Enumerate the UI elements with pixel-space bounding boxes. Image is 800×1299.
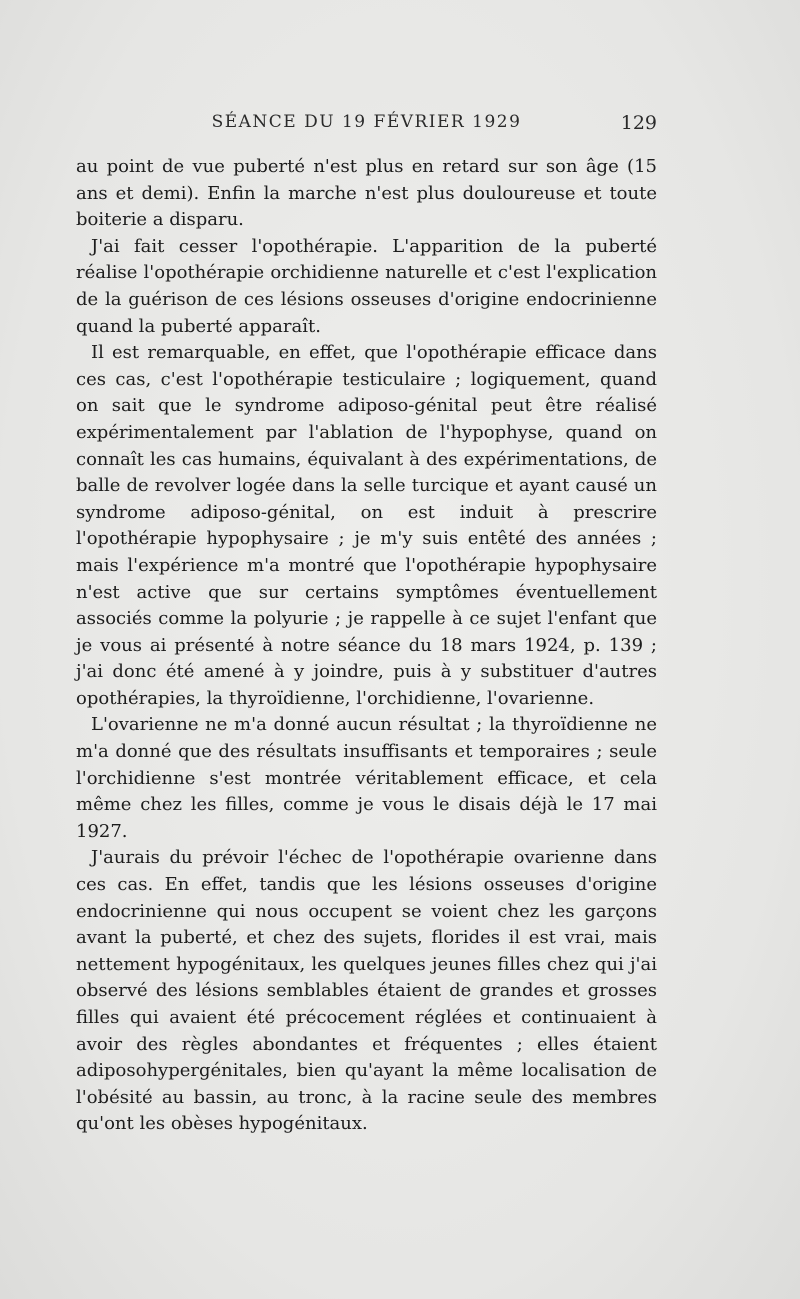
paragraph-2: J'ai fait cesser l'opothérapie. L'apparition de la puberté réalise l'opothérapie orchidienne naturelle et c'est l'explication de la guérison de ces lésions osseuses d'origine endocrinienne quand la puberté apparaît. <box>76 235 657 337</box>
paragraph-1: au point de vue puberté n'est plus en retard sur son âge (15 ans et demi). Enfin la marche n'est plus douloureuse et toute boiterie a disparu. <box>76 156 657 231</box>
paragraph-3: Il est remarquable, en effet, que l'opothérapie efficace dans ces cas, c'est l'opothérapie testiculaire ; logiquement, quand on sait que le syndrome adiposo-génital peut être réalisé expérimentalement par l'ablation de l'hypophyse, quand on connaît les cas humains, équivalant à des expérimentations, de balle de revolver logée dans la selle turcique et ayant causé un syndrome adiposo-génital, on est induit à prescrire l'opothérapie hypophysaire ; je m'y suis entêté des années ; mais l'expérience m'a montré que l'opothérapie hypophysaire n'est active que sur certains symptômes éventuellement associés comme la polyurie ; je rappelle à ce sujet l'enfant que je vous ai présenté à notre séance du 18 mars 1924, p. 139 ; j'ai donc été amené à y joindre, puis à y substituer d'autres opothérapies, la thyroïdienne, l'orchidienne, l'ovarienne. <box>76 342 657 709</box>
paragraph-4: L'ovarienne ne m'a donné aucun résultat ; la thyroïdienne ne m'a donné que des résultats insuffisants et temporaires ; seule l'orchidienne s'est montrée véritablement efficace, et cela même chez les filles, comme je vous le disais déjà le 17 mai 1927. <box>76 714 657 842</box>
running-head: SÉANCE DU 19 FÉVRIER 1929 <box>211 112 522 132</box>
paragraph-5: J'aurais du prévoir l'échec de l'opothérapie ovarienne dans ces cas. En effet, tandis que les lésions osseuses d'origine endocrinienne qui nous occupent se voient chez les garçons avant la puberté, et chez des sujets, florides il est vrai, mais nettement hypogénitaux, les quelques jeunes filles chez qui j'ai observé des lésions semblables étaient de grandes et grosses filles qui avaient été précocement réglées et continuaient à avoir des règles abondantes et fréquentes ; elles étaient adiposohypergénitales, bien qu'ayant la même localisation de l'obésité au bassin, au tronc, à la racine seule des membres qu'ont les obèses hypogénitaux. <box>76 847 657 1135</box>
body-text <box>76 154 657 1138</box>
page-header <box>76 112 657 142</box>
page-number: 129 <box>620 112 657 134</box>
